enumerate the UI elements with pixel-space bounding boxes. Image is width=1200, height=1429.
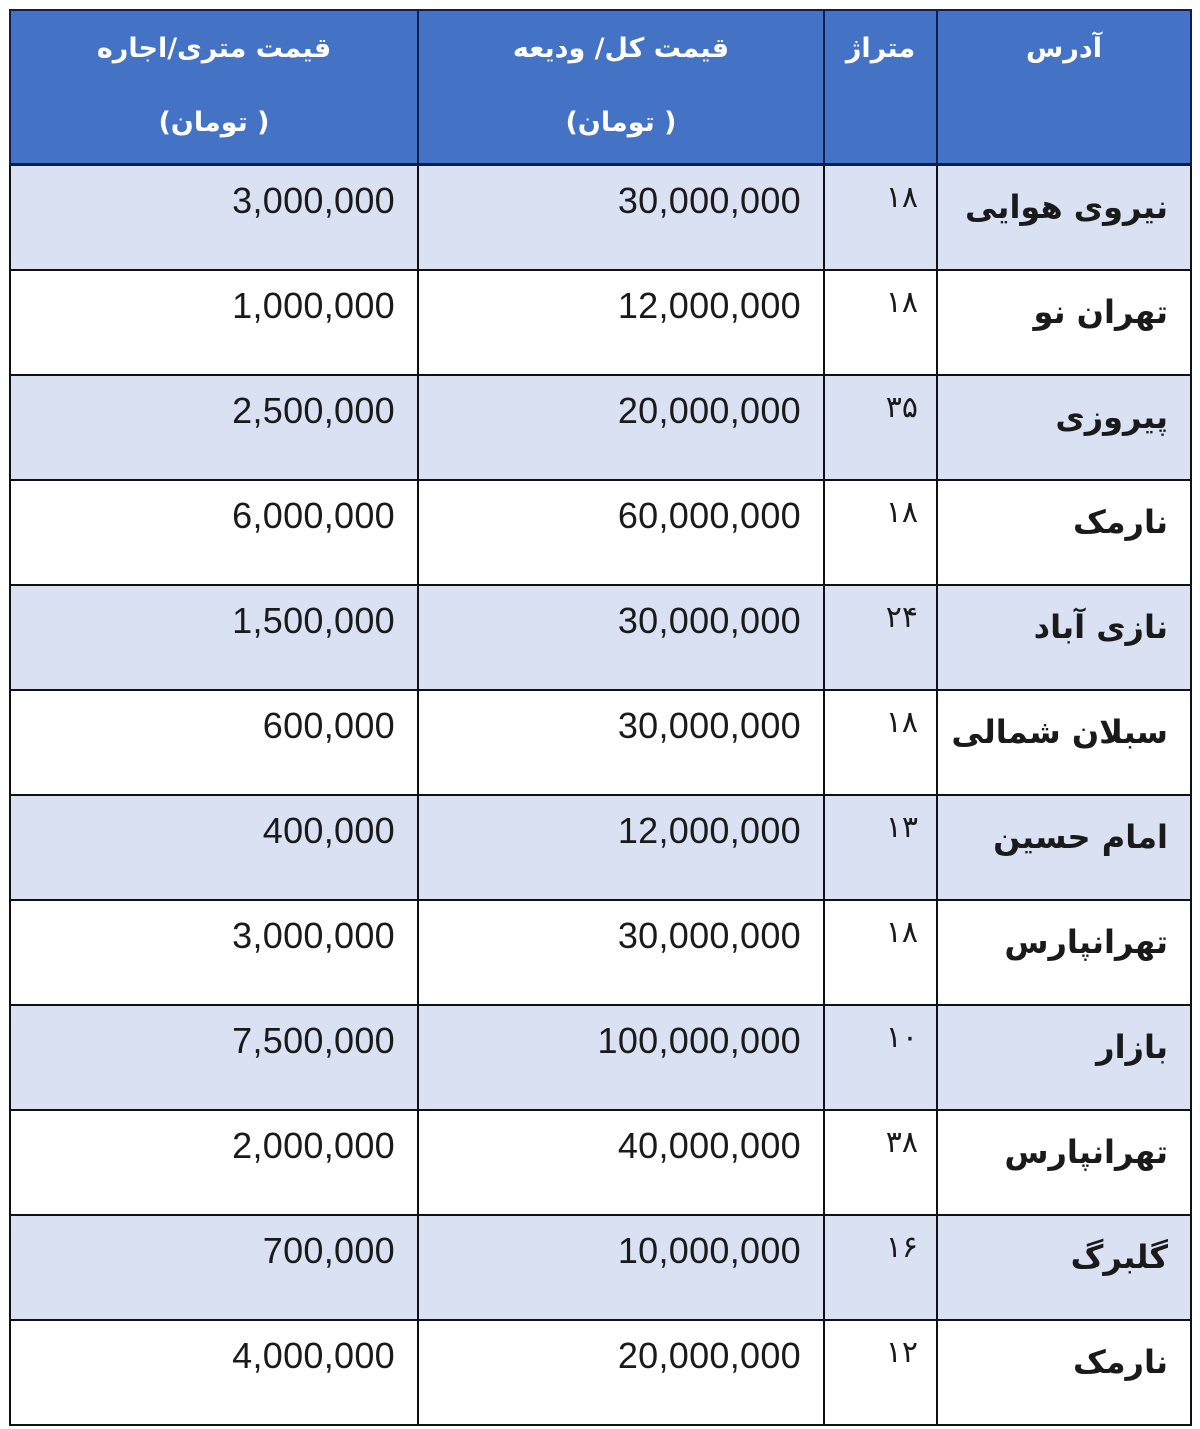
header-row — [10, 10, 1191, 165]
unit-price-cell: 400,000 — [10, 795, 418, 900]
total-price-cell: 20,000,000 — [418, 375, 824, 480]
table-row — [10, 585, 1191, 690]
header-area-title: متراژ — [845, 33, 916, 64]
address-cell: نیروی هوایی — [937, 165, 1191, 270]
unit-price-cell: 1,000,000 — [10, 270, 418, 375]
header-total-price-title: قیمت کل/ ودیعه — [512, 33, 730, 64]
unit-price-cell: 4,000,000 — [10, 1320, 418, 1425]
total-price-cell: 10,000,000 — [418, 1215, 824, 1320]
unit-price-cell: 1,500,000 — [10, 585, 418, 690]
area-cell: ۱۶ — [824, 1215, 937, 1320]
area-cell: ۱۸ — [824, 690, 937, 795]
total-price-cell: 30,000,000 — [418, 165, 824, 270]
area-cell: ۳۸ — [824, 1110, 937, 1215]
header-area — [824, 10, 937, 165]
address-cell: نارمک — [937, 1320, 1191, 1425]
header-unit-price-title: قیمت متری/اجاره — [96, 33, 332, 64]
rental-price-table — [9, 9, 1192, 1426]
total-price-cell: 40,000,000 — [418, 1110, 824, 1215]
area-cell: ۱۸ — [824, 480, 937, 585]
address-cell: بازار — [937, 1005, 1191, 1110]
table-row — [10, 375, 1191, 480]
total-price-cell: 12,000,000 — [418, 795, 824, 900]
area-cell: ۱۸ — [824, 165, 937, 270]
area-cell: ۱۳ — [824, 795, 937, 900]
address-cell: سبلان شمالی — [937, 690, 1191, 795]
header-total-price-currency: ( تومان) — [565, 107, 677, 138]
unit-price-cell: 2,500,000 — [10, 375, 418, 480]
header-unit-price-currency: ( تومان) — [158, 107, 270, 138]
address-cell: امام حسین — [937, 795, 1191, 900]
area-cell: ۱۲ — [824, 1320, 937, 1425]
header-address-title: آدرس — [1026, 33, 1102, 64]
header-unit-price — [10, 10, 418, 165]
area-cell: ۱۸ — [824, 900, 937, 1005]
unit-price-cell: 2,000,000 — [10, 1110, 418, 1215]
header-address — [937, 10, 1191, 165]
table-row — [10, 795, 1191, 900]
address-cell: تهرانپارس — [937, 900, 1191, 1005]
table-row — [10, 165, 1191, 270]
table-row — [10, 1215, 1191, 1320]
address-cell: پیروزی — [937, 375, 1191, 480]
area-cell: ۱۰ — [824, 1005, 937, 1110]
total-price-cell: 20,000,000 — [418, 1320, 824, 1425]
total-price-cell: 30,000,000 — [418, 900, 824, 1005]
total-price-cell: 100,000,000 — [418, 1005, 824, 1110]
header-total-price — [418, 10, 824, 165]
unit-price-cell: 7,500,000 — [10, 1005, 418, 1110]
table-row — [10, 690, 1191, 795]
address-cell: نارمک — [937, 480, 1191, 585]
total-price-cell: 60,000,000 — [418, 480, 824, 585]
table-row — [10, 1320, 1191, 1425]
address-cell: گلبرگ — [937, 1215, 1191, 1320]
table-row — [10, 270, 1191, 375]
unit-price-cell: 6,000,000 — [10, 480, 418, 585]
table-row — [10, 1005, 1191, 1110]
area-cell: ۳۵ — [824, 375, 937, 480]
table-row — [10, 1110, 1191, 1215]
unit-price-cell: 700,000 — [10, 1215, 418, 1320]
total-price-cell: 30,000,000 — [418, 585, 824, 690]
address-cell: تهران نو — [937, 270, 1191, 375]
address-cell: تهرانپارس — [937, 1110, 1191, 1215]
unit-price-cell: 600,000 — [10, 690, 418, 795]
unit-price-cell: 3,000,000 — [10, 900, 418, 1005]
total-price-cell: 30,000,000 — [418, 690, 824, 795]
area-cell: ۱۸ — [824, 270, 937, 375]
table-row — [10, 480, 1191, 585]
unit-price-cell: 3,000,000 — [10, 165, 418, 270]
total-price-cell: 12,000,000 — [418, 270, 824, 375]
table-row — [10, 900, 1191, 1005]
address-cell: نازی آباد — [937, 585, 1191, 690]
area-cell: ۲۴ — [824, 585, 937, 690]
